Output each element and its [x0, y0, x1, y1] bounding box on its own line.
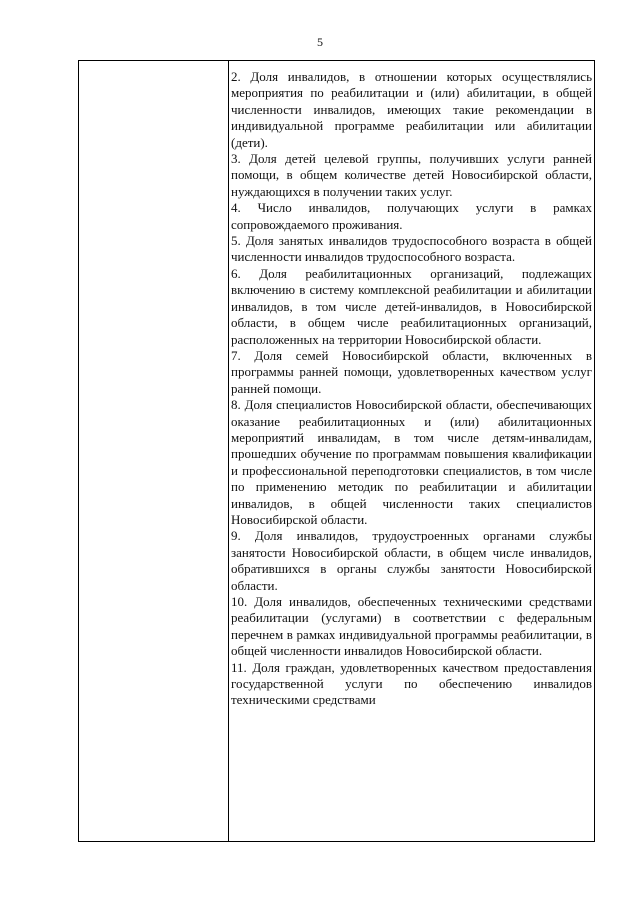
indicator-item-6: 6. Доля реабилитационных организаций, подлежащих включению в систему комплексной реабилитации и абилитации инвалидов, в том числе детей-инвалидов, в Новосибирской области, в общем числе реабилитационных организаций, расположенных на территории Новосибирской области. [231, 265, 592, 347]
indicator-item-11: 11. Доля граждан, удовлетворенных качеством предоставления государственной услуги по обеспечению инвалидов техническими средствами [231, 659, 592, 708]
indicator-item-3: 3. Доля детей целевой группы, получивших услуги ранней помощи, в общем количестве детей Новосибирской области, нуждающихся в получении таких услуг. [231, 151, 592, 199]
indicators-table [78, 60, 595, 842]
indicator-item-4: 4. Число инвалидов, получающих услуги в рамках сопровождаемого проживания. [231, 200, 592, 232]
page-number: 5 [317, 35, 323, 49]
indicator-item-2: 2. Доля инвалидов, в отношении которых осуществлялись мероприятия по реабилитации и (или) абилитации, в общей численности инвалидов, имеющих такие рекомендации в индивидуальной программе реабилитации или абилитации (дети). [231, 69, 592, 150]
indicator-item-9: 9. Доля инвалидов, трудоустроенных органами службы занятости Новосибирской области, в общем числе инвалидов, обратившихся в органы службы занятости Новосибирской области. [231, 528, 592, 593]
indicator-item-8: 8. Доля специалистов Новосибирской области, обеспечивающих оказание реабилитационных и (или) абилитационных мероприятий инвалидам, в том числе детям-инвалидам, прошедших обучение по программам повышения квалификации и профессиональной переподготовки специалистов, в том числе по применению методик по реабилитации и абилитации инвалидов, в общей численности таких специалистов Новосибирской области. [231, 397, 592, 527]
table-right-cell [231, 69, 592, 841]
table-left-cell [79, 61, 229, 841]
indicator-item-5: 5. Доля занятых инвалидов трудоспособного возраста в общей численности инвалидов трудоспособного возраста. [231, 233, 592, 265]
indicator-item-7: 7. Доля семей Новосибирской области, включенных в программы ранней помощи, удовлетворенных качеством услуг ранней помощи. [231, 347, 592, 396]
indicator-item-10: 10. Доля инвалидов, обеспеченных техническими средствами реабилитации (услугами) в соответствии с федеральным перечнем в рамках индивидуальной программы реабилитации, в общей численности инвалидов Новосибирской области. [231, 594, 592, 659]
